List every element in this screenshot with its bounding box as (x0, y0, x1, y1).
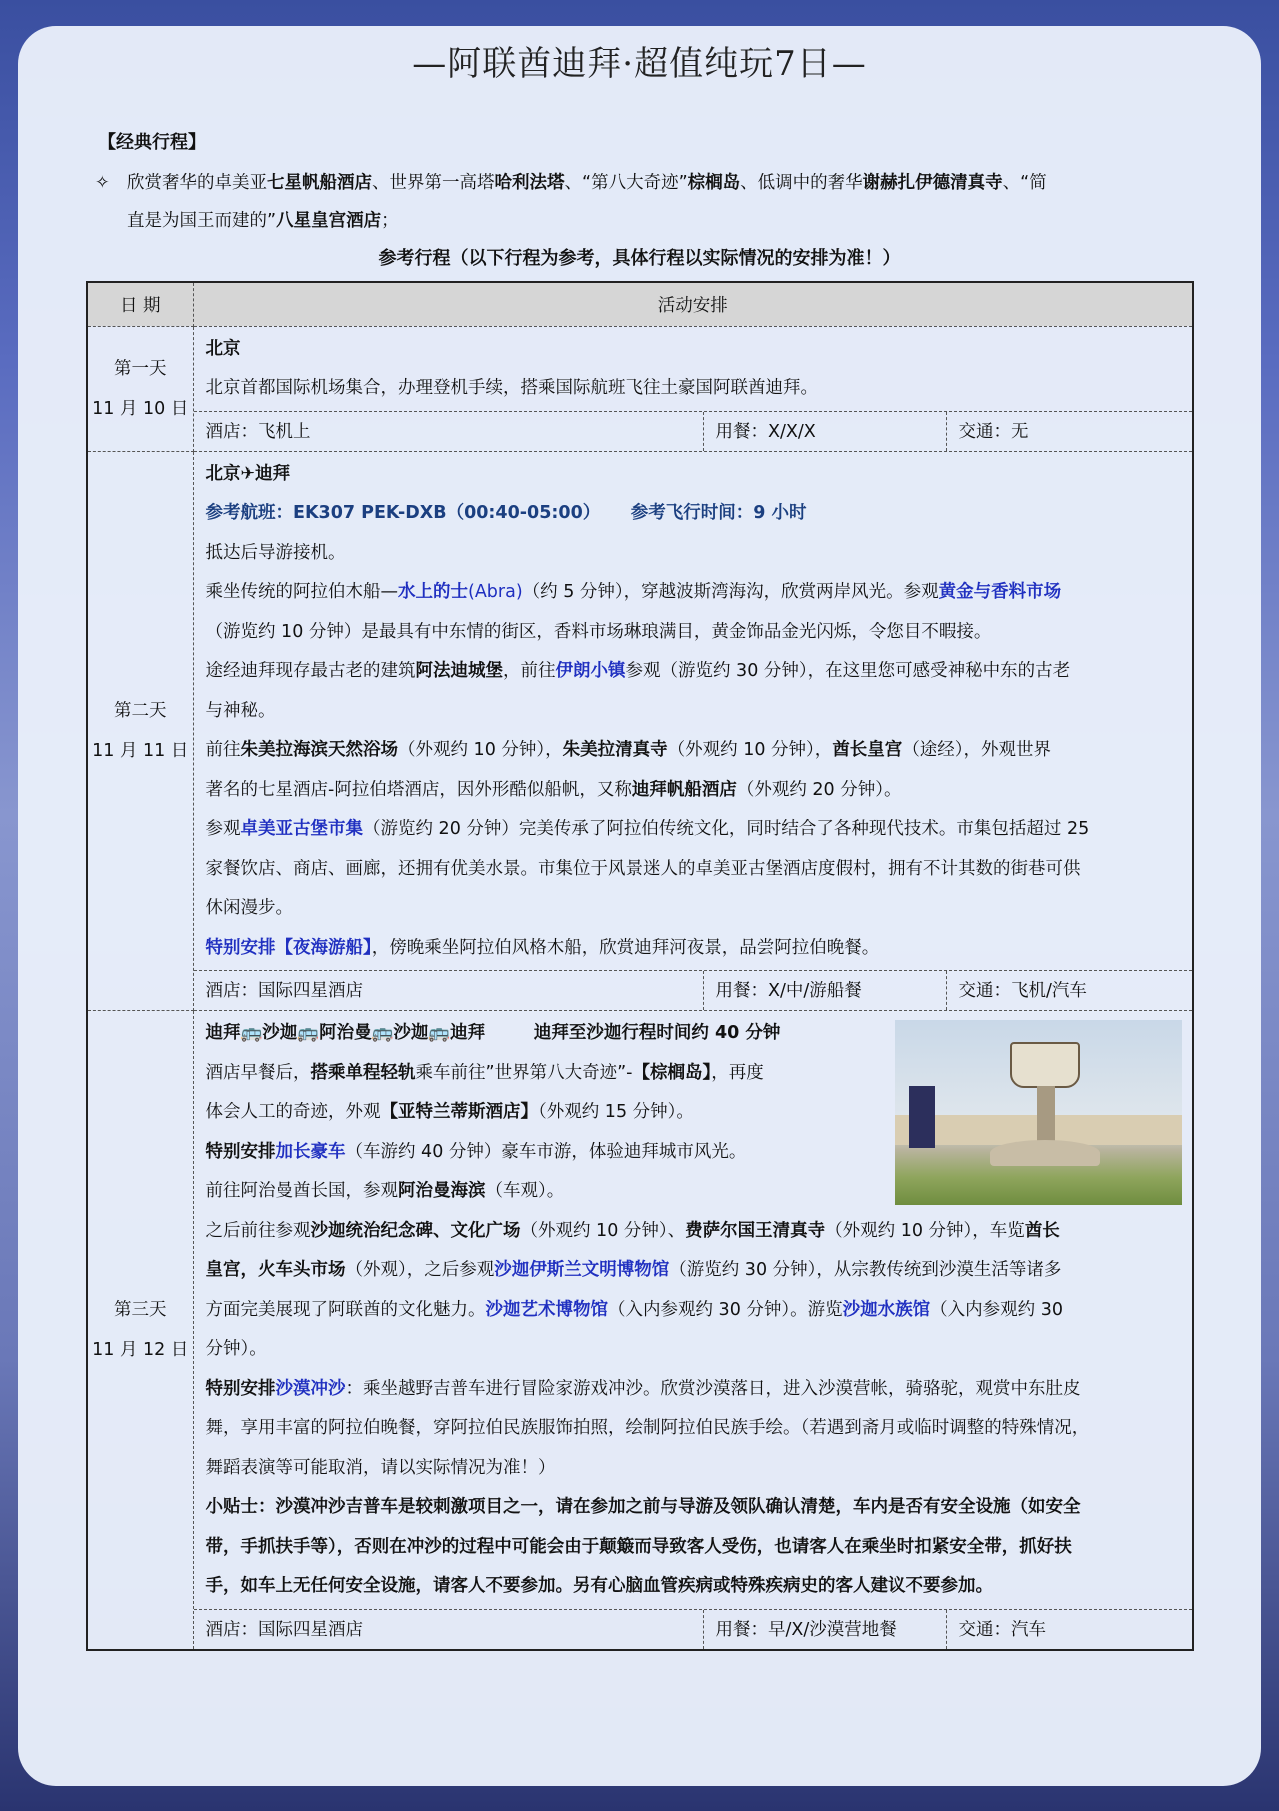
day-info-row (194, 970, 1193, 1010)
intro-text-line2: 直是为国王而建的”八星皇宫酒店； (127, 211, 399, 231)
intro-paragraph (95, 164, 1185, 240)
hotel-info: 酒店：飞机上 (194, 412, 704, 451)
itinerary-table (86, 281, 1194, 1651)
transport-info: 交通：汽车 (958, 1619, 1046, 1640)
table-row (87, 326, 1193, 451)
day-info-row (194, 411, 1193, 451)
day-date: 11 月 10 日 (92, 398, 189, 419)
day-label: 第三天 (114, 1299, 167, 1320)
day-date: 11 月 12 日 (92, 1339, 189, 1360)
bullet-icon: ✧ (95, 173, 110, 193)
page-title: —阿联酋迪拜·超值纯玩7日— (412, 44, 867, 84)
day-info-row (194, 1609, 1193, 1649)
day-label: 第一天 (114, 358, 167, 379)
day-label: 第二天 (114, 700, 167, 721)
activity-cell (193, 451, 1193, 1011)
sharjah-photo (895, 1020, 1182, 1205)
day-cell (87, 1011, 193, 1650)
hotel-info: 酒店：国际四星酒店 (194, 1610, 704, 1649)
header-activity: 活动安排 (193, 282, 1193, 326)
meal-info: 用餐：X/X/X (704, 412, 947, 451)
activity-cell (193, 326, 1193, 451)
activity-text: 迪拜🚌沙迦🚌阿治曼🚌沙迦🚌迪拜 迪拜至沙迦行程时间约 40 分钟 酒店早餐后，搭乘单程轻轨乘车前往”世界第八大奇迹”-【棕榈岛】，再度 体会人工的奇迹，外观【亚特兰蒂斯酒店】（外观约 15 分钟）。 特别安排加长豪车（车游约 40 分钟）豪车市游，体验迪拜城市风光。 前往阿治曼酋长国，参观阿治曼海滨（车观）。 之后前往参观沙迦统治纪念碑、文化广场（外观约 10 分钟）、费萨尔国王清真寺（外观约 10 分钟），车览酋长 皇宫，火车头市场（外观），之后参观沙迦伊斯兰文明博物馆（游览约 30 分钟），从宗教传统到沙漠生活等诸多 方面完美展现了阿联酋的文化魅力。沙迦艺术博物馆（入内参观约 30 分钟）。游览沙迦水族馆（入内参观约 30 分钟）。 特别安排沙漠冲沙：乘坐越野吉普车进行冒险家游戏冲沙。欣赏沙漠落日，进入沙漠营帐，骑骆驼，观赏中东肚皮 舞，享用丰富的阿拉伯晚餐，穿阿拉伯民族服饰拍照，绘制阿拉伯民族手绘。（若遇到斋月或临时调整的特殊情况， 舞蹈表演等可能取消，请以实际情况为准！） 小贴士：沙漠冲沙吉普车是较刺激项目之一，请在参加之前与导游及领队确认清楚，车内是否有安全设施（如安全 带，手抓扶手等），否则在冲沙的过程中可能会由于颠簸而导致客人受伤，也请客人在乘坐时扣紧安全带，抓好扶 手，如车上无任何安全设施，请客人不要参加。另有心脑血管疾病或特殊疾病史的客人建议不要参加。 (194, 1011, 1193, 1609)
meal-info: 用餐：早/X/沙漠营地餐 (704, 1610, 947, 1649)
hotel-info: 酒店：国际四星酒店 (194, 971, 704, 1010)
table-row (87, 451, 1193, 1011)
transport-info: 交通：飞机/汽车 (958, 981, 1087, 1001)
reference-title: 参考行程（以下行程为参考，具体行程以实际情况的安排为准！） (378, 248, 901, 269)
intro-text: 欣赏奢华的卓美亚七星帆船酒店、世界第一高塔哈利法塔、“第八大奇迹”棕榈岛、低调中的奢华谢赫扎伊德清真寺、“简 (127, 173, 1047, 193)
day-cell (87, 326, 193, 451)
activity-cell (193, 1011, 1193, 1650)
meal-info: 用餐：X/中/游船餐 (704, 971, 947, 1010)
activity-text: 北京 北京首都国际机场集合，办理登机手续，搭乘国际航班飞往土豪国阿联酋迪拜。 (205, 338, 818, 398)
activity-text: 北京✈迪拜 参考航班：EK307 PEK-DXB（00:40-05:00） 参考飞行时间：9 小时 抵达后导游接机。 乘坐传统的阿拉伯木船—水上的士(Abra)（约 5 分钟），穿越波斯湾海沟，欣赏两岸风光。参观黄金与香料市场 （游览约 10 分钟）是最具有中东情的街区，香料市场琳琅满目，黄金饰品金光闪烁，令您目不暇接。 途经迪拜现存最古老的建筑阿法迪城堡，前往伊朗小镇参观（游览约 30 分钟），在这里您可感受神秘中东的古老 与神秘。 前往朱美拉海滨天然浴场（外观约 10 分钟），朱美拉清真寺（外观约 10 分钟），酋长皇宫（途经），外观世界 著名的七星酒店-阿拉伯塔酒店，因外形酷似船帆，又称迪拜帆船酒店（外观约 20 分钟）。 参观卓美亚古堡市集（游览约 20 分钟）完美传承了阿拉伯传统文化，同时结合了各种现代技术。市集包括超过 25 家餐饮店、商店、画廊，还拥有优美水景。市集位于风景迷人的卓美亚古堡酒店度假村，拥有不计其数的街巷可供 休闲漫步。 特别安排【夜海游船】，傍晚乘坐阿拉伯风格木船，欣赏迪拜河夜景，品尝阿拉伯晚餐。 (205, 463, 1090, 958)
section-heading: 【经典行程】 (98, 132, 206, 153)
transport-info: 交通：无 (958, 421, 1029, 442)
day-cell (87, 451, 193, 1011)
header-date: 日 期 (87, 282, 193, 326)
day-date: 11 月 11 日 (92, 740, 189, 761)
table-header-row (87, 282, 1193, 326)
table-row (87, 1011, 1193, 1650)
